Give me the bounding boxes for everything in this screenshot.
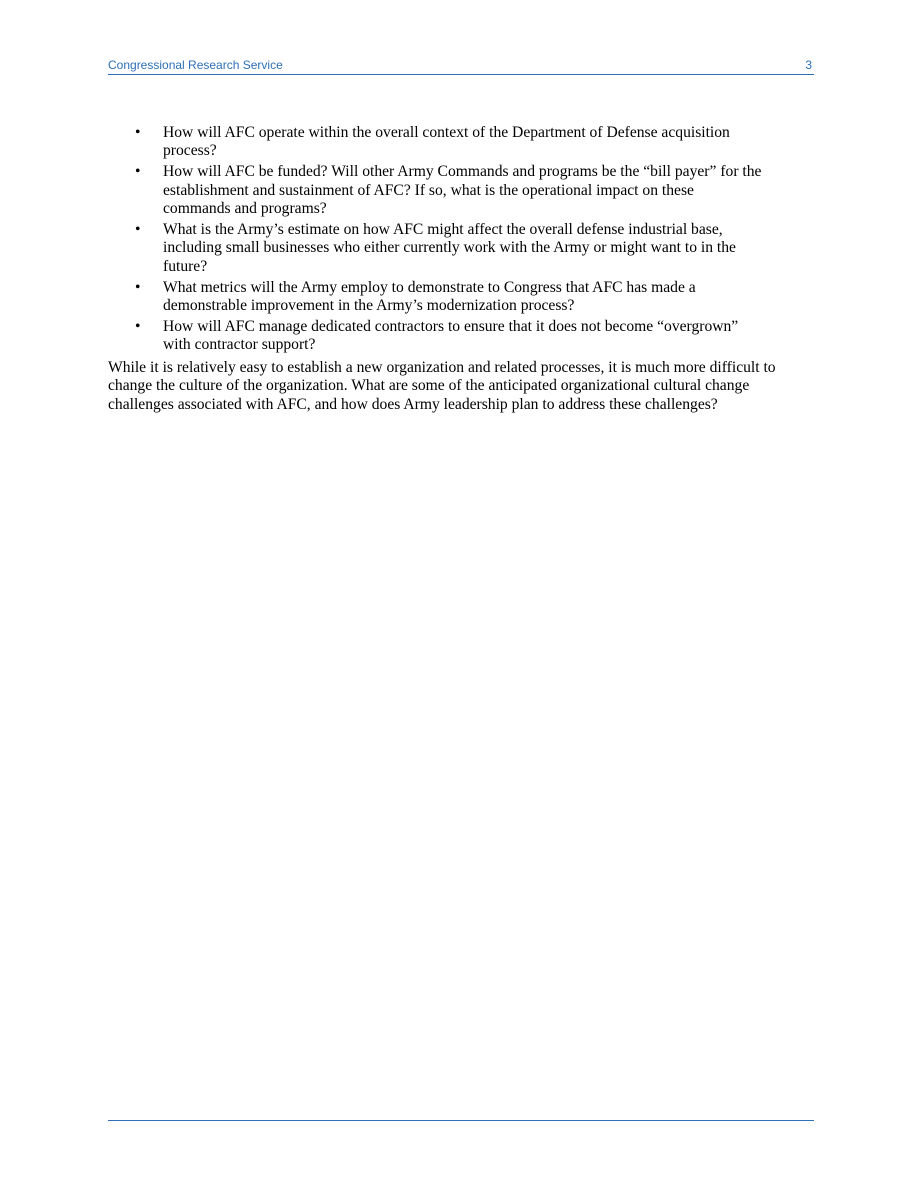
bullet-icon: • bbox=[135, 278, 141, 296]
list-item bbox=[108, 279, 763, 316]
footer-rule bbox=[108, 1120, 814, 1121]
question-text: How will AFC operate within the overall context of the Department of Defense acquisition process? bbox=[163, 124, 730, 160]
page-header bbox=[108, 58, 814, 75]
bullet-icon: • bbox=[135, 163, 141, 181]
list-item bbox=[108, 163, 763, 218]
document-body bbox=[108, 124, 816, 414]
bullet-icon: • bbox=[135, 221, 141, 239]
question-list bbox=[108, 124, 816, 355]
question-text: How will AFC manage dedicated contractors to ensure that it does not become “overgrown” with contractor support? bbox=[163, 318, 739, 354]
question-text: What is the Army’s estimate on how AFC might affect the overall defense industrial base, including small businesses who either currently work with the Army or might want to in the future? bbox=[163, 221, 736, 275]
closing-paragraph: While it is relatively easy to establish a new organization and related processes, it is much more difficult to change the culture of the organization. What are some of the anticipated organizational cultural change challenges associated with AFC, and how does Army leadership plan to address these challenges? bbox=[108, 358, 776, 413]
bullet-icon: • bbox=[135, 318, 141, 336]
question-text: What metrics will the Army employ to demonstrate to Congress that AFC has made a demonstrable improvement in the Army’s modernization process? bbox=[163, 278, 696, 315]
list-item bbox=[108, 318, 763, 355]
question-text: How will AFC be funded? Will other Army Commands and programs be the “bill payer” for the establishment and sustainment of AFC? If so, what is the operational impact on these commands and programs? bbox=[163, 163, 762, 218]
list-item bbox=[108, 221, 763, 276]
list-item bbox=[108, 124, 763, 161]
bullet-icon: • bbox=[135, 124, 141, 141]
page-number: 3 bbox=[805, 58, 812, 72]
header-organization: Congressional Research Service bbox=[108, 58, 283, 72]
